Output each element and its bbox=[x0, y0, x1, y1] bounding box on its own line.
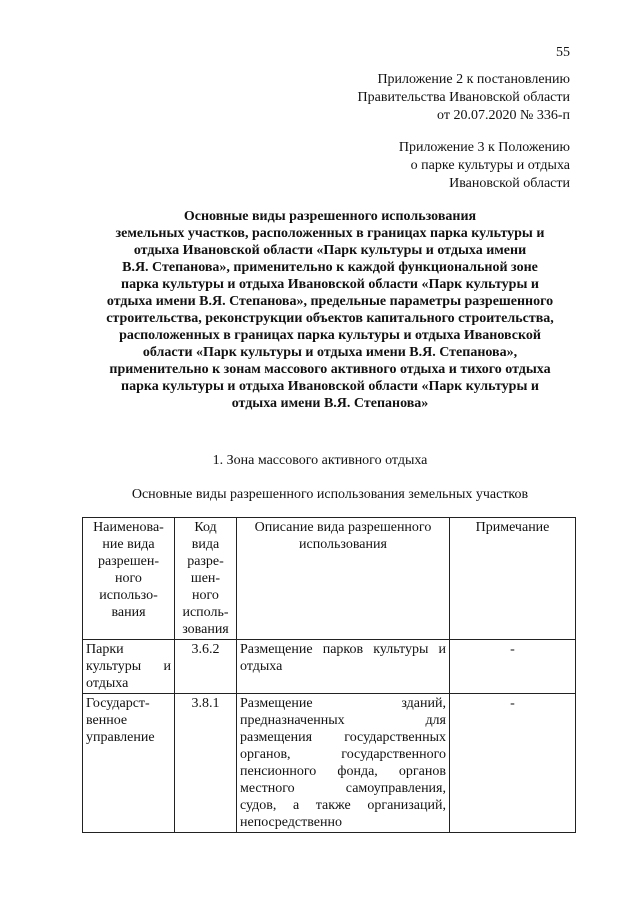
attachment-line: Правительства Ивановской области bbox=[357, 90, 570, 105]
title-line: В.Я. Степанова», применительно к каждой функциональной зоне bbox=[122, 260, 538, 275]
cell-line: Размещение парков культуры и bbox=[240, 642, 446, 657]
table-header-row bbox=[83, 518, 576, 640]
header-cell-name bbox=[83, 518, 175, 640]
cell-line: отдыха bbox=[86, 676, 129, 691]
land-use-table bbox=[82, 517, 576, 833]
cell-code: 3.8.1 bbox=[175, 694, 237, 833]
header-line: ного bbox=[192, 588, 219, 603]
header-line: разре- bbox=[187, 554, 224, 569]
header-cell-description bbox=[237, 518, 450, 640]
header-line: использо- bbox=[99, 588, 158, 603]
title-line: парка культуры и отдыха Ивановской области «Парк культуры и bbox=[121, 379, 539, 394]
cell-line: венное bbox=[86, 713, 128, 728]
cell-line: Размещение зданий, bbox=[240, 696, 446, 711]
cell-note: - bbox=[450, 640, 576, 694]
header-line: ного bbox=[115, 571, 142, 586]
cell-name bbox=[83, 694, 175, 833]
cell-line: органов, государственного bbox=[240, 747, 446, 762]
attachment-line: от 20.07.2020 № 336-п bbox=[437, 108, 570, 123]
cell-name bbox=[83, 640, 175, 694]
title-line: отдыха имени В.Я. Степанова», предельные параметры разрешенного bbox=[106, 294, 554, 309]
cell-line: культуры и bbox=[86, 659, 171, 674]
cell-line: управление bbox=[86, 730, 155, 745]
cell-line: пенсионного фонда, органов bbox=[240, 764, 446, 779]
cell-line: предназначенных для bbox=[240, 713, 446, 728]
table-caption: Основные виды разрешенного использования земельных участков bbox=[131, 487, 529, 502]
header-line: Описание вида разрешенного bbox=[254, 520, 432, 535]
title-line: парка культуры и отдыха Ивановской области «Парк культуры и bbox=[121, 277, 539, 292]
cell-note: - bbox=[450, 694, 576, 833]
header-line: Код bbox=[194, 520, 217, 535]
cell-line: размещения государственных bbox=[240, 730, 446, 745]
attachment-line: Приложение 3 к Положению bbox=[398, 140, 570, 155]
cell-description bbox=[237, 694, 450, 833]
header-line: исполь- bbox=[182, 605, 229, 620]
cell-line: местного самоуправления, bbox=[240, 781, 446, 796]
title-line: Основные виды разрешенного использования bbox=[183, 209, 477, 224]
page-number: 55 bbox=[556, 45, 570, 60]
header-line: вида bbox=[191, 537, 220, 552]
title-line: строительства, реконструкции объектов капитального строительства, bbox=[106, 311, 554, 326]
attachment-line: Приложение 2 к постановлению bbox=[377, 72, 570, 87]
title-line: отдыха имени В.Я. Степанова» bbox=[231, 396, 429, 411]
title-line: отдыха Ивановской области «Парк культуры и отдыха имени bbox=[133, 243, 527, 258]
header-line: разрешен- bbox=[97, 554, 160, 569]
title-line: земельных участков, расположенных в границах парка культуры и bbox=[115, 226, 545, 241]
header-line: ние вида bbox=[102, 537, 155, 552]
cell-line: Государст- bbox=[86, 696, 150, 711]
header-line: использования bbox=[299, 537, 387, 552]
attachment-line: Ивановской области bbox=[449, 176, 570, 191]
header-line: Наименова- bbox=[93, 520, 164, 535]
header-line: шен- bbox=[190, 571, 221, 586]
cell-line: отдыха bbox=[240, 659, 283, 674]
table-row bbox=[83, 640, 576, 694]
header-line: Примечание bbox=[475, 520, 550, 535]
attachment-line: о парке культуры и отдыха bbox=[410, 158, 570, 173]
table-row bbox=[83, 694, 576, 833]
cell-code: 3.6.2 bbox=[175, 640, 237, 694]
header-line: вания bbox=[111, 605, 146, 620]
attachment-block-1 bbox=[358, 71, 570, 125]
title-line: области «Парк культуры и отдыха имени В.Я. Степанова», bbox=[142, 345, 518, 360]
title-line: расположенных в границах парка культуры и отдыха Ивановской bbox=[119, 328, 541, 343]
section-heading: 1. Зона массового активного отдыха bbox=[212, 453, 428, 468]
title-line: применительно к зонам массового активного отдыха и тихого отдыха bbox=[109, 362, 551, 377]
cell-line: судов, а также организаций, bbox=[240, 798, 446, 813]
document-title bbox=[80, 208, 580, 412]
cell-line: непосредственно bbox=[240, 815, 342, 830]
header-cell-code bbox=[175, 518, 237, 640]
cell-line: Парки bbox=[86, 642, 124, 657]
header-cell-note bbox=[450, 518, 576, 640]
cell-description bbox=[237, 640, 450, 694]
header-line: зования bbox=[182, 622, 229, 637]
attachment-block-2 bbox=[399, 139, 570, 193]
